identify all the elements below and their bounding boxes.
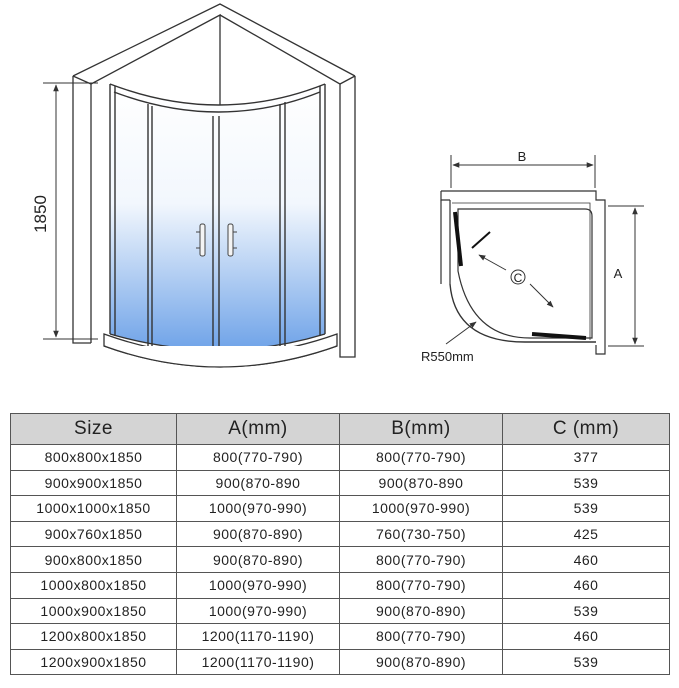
- shower-enclosure: [110, 84, 325, 362]
- cell-c: 539: [503, 649, 670, 675]
- table-row: [11, 649, 670, 675]
- table-row: [11, 521, 670, 547]
- cell-b: 900(870-890): [340, 649, 503, 675]
- table-row: [11, 598, 670, 624]
- radius-label: R550mm: [421, 349, 474, 364]
- header-a: A(mm): [177, 414, 340, 445]
- cell-b: 760(730-750): [340, 521, 503, 547]
- table-row: [11, 624, 670, 650]
- cell-size: 900x900x1850: [11, 470, 177, 496]
- cell-b: 800(770-790): [340, 445, 503, 471]
- cell-a: 1000(970-990): [177, 496, 340, 522]
- cell-c: 377: [503, 445, 670, 471]
- cell-size: 1000x1000x1850: [11, 496, 177, 522]
- cell-a: 800(770-790): [177, 445, 340, 471]
- height-label: 1850: [31, 195, 50, 233]
- cell-b: 800(770-790): [340, 547, 503, 573]
- cell-size: 1000x800x1850: [11, 572, 177, 598]
- header-size: Size: [11, 414, 177, 445]
- cell-b: 800(770-790): [340, 624, 503, 650]
- cell-c: 460: [503, 624, 670, 650]
- cell-size: 1000x900x1850: [11, 598, 177, 624]
- table-row: [11, 470, 670, 496]
- cell-a: 1000(970-990): [177, 572, 340, 598]
- cell-a: 900(870-890): [177, 521, 340, 547]
- cell-b: 900(870-890): [340, 598, 503, 624]
- table-row: [11, 445, 670, 471]
- cell-c: 539: [503, 496, 670, 522]
- label-c: C: [513, 271, 523, 285]
- cell-a: 900(870-890: [177, 470, 340, 496]
- cell-a: 1200(1170-1190): [177, 624, 340, 650]
- cell-c: 539: [503, 598, 670, 624]
- cell-size: 900x800x1850: [11, 547, 177, 573]
- cell-size: 1200x900x1850: [11, 649, 177, 675]
- cell-a: 900(870-890): [177, 547, 340, 573]
- label-b: B: [517, 149, 527, 164]
- header-c: C (mm): [503, 414, 670, 445]
- cell-c: 539: [503, 470, 670, 496]
- size-table: [10, 413, 670, 675]
- cell-size: 800x800x1850: [11, 445, 177, 471]
- cell-b: 1000(970-990): [340, 496, 503, 522]
- radius-leader: [446, 322, 476, 344]
- cell-size: 900x760x1850: [11, 521, 177, 547]
- table-row: [11, 572, 670, 598]
- cell-a: 1000(970-990): [177, 598, 340, 624]
- cell-c: 460: [503, 572, 670, 598]
- label-a: A: [613, 266, 623, 281]
- header-b: B(mm): [340, 414, 503, 445]
- table-row: [11, 547, 670, 573]
- cell-size: 1200x800x1850: [11, 624, 177, 650]
- table-header-row: [11, 414, 670, 445]
- cell-a: 1200(1170-1190): [177, 649, 340, 675]
- table-row: [11, 496, 670, 522]
- cell-b: 900(870-890: [340, 470, 503, 496]
- cell-c: 425: [503, 521, 670, 547]
- height-dimension: [43, 83, 98, 339]
- cell-b: 800(770-790): [340, 572, 503, 598]
- cell-c: 460: [503, 547, 670, 573]
